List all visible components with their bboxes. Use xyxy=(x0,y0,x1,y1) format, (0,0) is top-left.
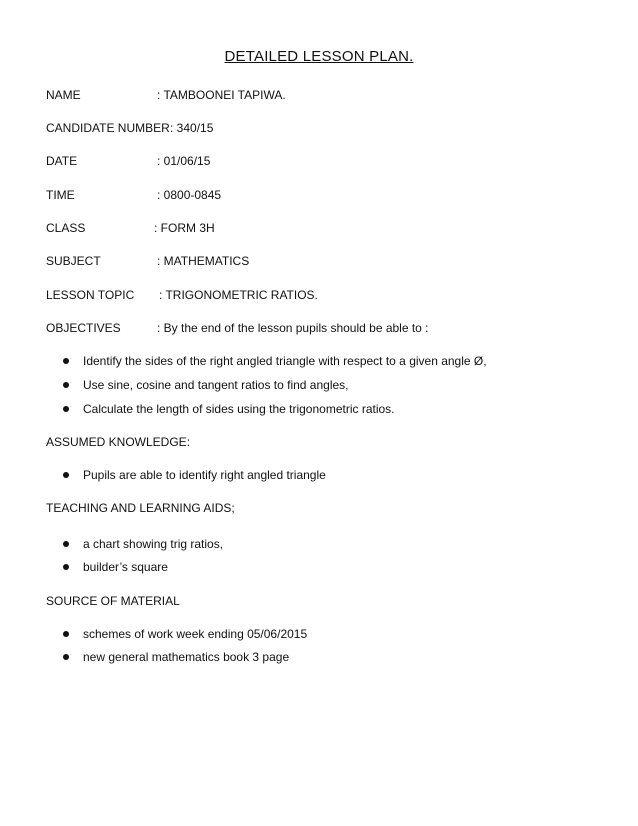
field-label: TIME xyxy=(46,188,75,202)
bullet-icon xyxy=(63,541,69,547)
source-material-list xyxy=(0,626,307,665)
source-material-text: new general mathematics book 3 page xyxy=(83,650,290,664)
assumed-knowledge-list xyxy=(0,467,326,483)
field-value: : FORM 3H xyxy=(154,221,215,235)
source-material-text: schemes of work week ending 05/06/2015 xyxy=(83,627,308,641)
list-item xyxy=(0,536,223,552)
objective-text: Calculate the length of sides using the trigonometric ratios. xyxy=(83,402,395,416)
assumed-knowledge-text: Pupils are able to identify right angled triangle xyxy=(83,468,326,482)
field-label: SUBJECT xyxy=(46,254,101,268)
bullet-icon xyxy=(63,654,69,660)
field-label: NAME xyxy=(46,88,81,102)
list-item xyxy=(0,559,223,575)
bullet-icon xyxy=(63,631,69,637)
field-label: CANDIDATE NUMBER xyxy=(46,121,170,135)
list-item xyxy=(0,401,487,417)
field-label: CLASS xyxy=(46,221,86,235)
field-objectives xyxy=(46,320,429,336)
list-item xyxy=(0,353,487,369)
field-class xyxy=(46,220,215,236)
field-label: DATE xyxy=(46,154,78,168)
field-value: : TAMBOONEI TAPIWA. xyxy=(157,88,286,102)
objectives-list xyxy=(0,353,487,417)
teaching-aids-list xyxy=(0,536,223,575)
page-title: DETAILED LESSON PLAN. xyxy=(224,48,414,65)
bullet-icon xyxy=(63,406,69,412)
field-value: : 01/06/15 xyxy=(157,154,211,168)
list-item xyxy=(0,626,307,642)
list-item xyxy=(0,649,307,665)
list-item xyxy=(0,467,326,483)
bullet-icon xyxy=(63,358,69,364)
objective-text: Identify the sides of the right angled triangle with respect to a given angle Ø, xyxy=(83,354,487,368)
field-date xyxy=(46,153,211,169)
field-candidate-number xyxy=(46,120,214,136)
bullet-icon xyxy=(63,382,69,388)
teaching-aid-text: a chart showing trig ratios, xyxy=(83,537,224,551)
assumed-knowledge-heading: ASSUMED KNOWLEDGE: xyxy=(46,435,191,449)
field-value: : 0800-0845 xyxy=(157,188,222,202)
field-value: : MATHEMATICS xyxy=(157,254,250,268)
bullet-icon xyxy=(63,564,69,570)
field-subject xyxy=(46,253,250,269)
field-label: OBJECTIVES xyxy=(46,321,121,335)
field-time xyxy=(46,187,222,203)
field-name xyxy=(46,87,286,103)
list-item xyxy=(0,377,487,393)
field-value: : By the end of the lesson pupils should be able to : xyxy=(157,321,429,335)
field-label: LESSON TOPIC xyxy=(46,288,135,302)
objective-text: Use sine, cosine and tangent ratios to find angles, xyxy=(83,378,349,392)
field-value: : TRIGONOMETRIC RATIOS. xyxy=(159,288,318,302)
teaching-aid-text: builder’s square xyxy=(83,560,168,574)
field-value: : 340/15 xyxy=(170,121,214,135)
teaching-aids-heading: TEACHING AND LEARNING AIDS; xyxy=(46,501,235,515)
source-material-heading: SOURCE OF MATERIAL xyxy=(46,594,180,608)
field-lesson-topic xyxy=(46,287,318,303)
bullet-icon xyxy=(63,472,69,478)
